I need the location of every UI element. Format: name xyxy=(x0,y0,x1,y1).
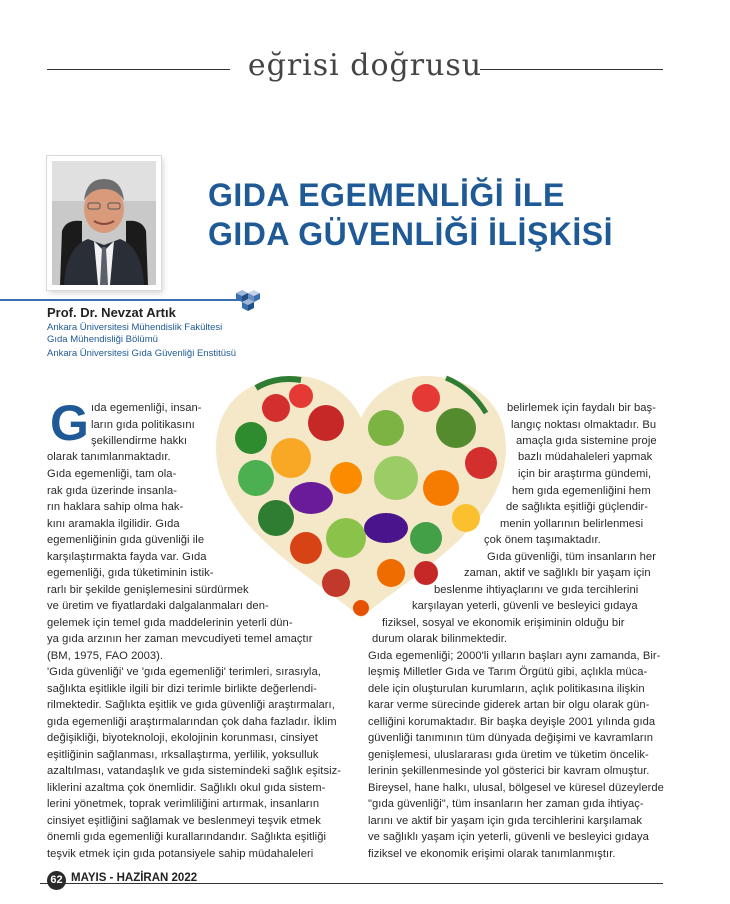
body-line: amaçla gıda sistemine proje xyxy=(516,435,657,447)
body-line: Bireysel, hane halkı, ulusal, bölgesel ve küresel düzeylerde xyxy=(368,782,664,794)
body-line: ve üretim ve fiyatlardaki dalgalanmaları den- xyxy=(47,600,269,612)
body-line: celliğini korumaktadır. Bir başka deyişle 2001 yılında gıda xyxy=(368,716,656,728)
body-line: kını aramakla ilgilidir. Gıda xyxy=(47,518,180,530)
body-line: önemli gıda egemenliği kurallarındandır. Sağlıkta eşitliği xyxy=(47,831,327,843)
author-rule xyxy=(0,299,248,301)
cube-ornament-icon xyxy=(236,290,266,312)
issue-date: MAYIS - HAZİRAN 2022 xyxy=(71,872,198,884)
body-line: karar verme sürecinde giderek artan bir olgu olarak gün- xyxy=(368,699,650,711)
body-line: liklerini azaltma çok önemlidir. Sağlıklı okul gıda sistem- xyxy=(47,782,326,794)
body-line: eşitliğinin sağlanması, ırksallaştırma, yerlilik, yoksulluk xyxy=(47,749,319,761)
body-line: zaman, aktif ve sağlıklı bir yaşam için xyxy=(464,567,651,579)
body-line: menin yollarının belirlenmesi xyxy=(500,518,644,530)
body-line: egemenliğinin gıda güvenliği ile xyxy=(47,534,205,546)
body-line: egemenliği, gıda tüketiminin istik- xyxy=(47,567,214,579)
body-line: ya gıda arzının her zaman mevcudiyeti temel amaçtır xyxy=(47,633,313,645)
body-line: gıda egemenliği araştırmalarından çok daha fazladır. İklim xyxy=(47,716,337,728)
author-portrait-image xyxy=(52,161,156,285)
body-line: sağlıkta eşitlikle ilgili bir dizi terimle birlikte değerlendi- xyxy=(47,683,317,695)
body-line: gelemek için temel gıda maddelerinin yeterli dün- xyxy=(47,617,293,629)
body-line: dele için oluşturulan kurumların, açlık politikasına ilişkin xyxy=(368,683,645,695)
body-line: belirlemek için faydalı bir baş- xyxy=(507,402,656,414)
body-line: larını ve aktif bir yaşam için gıda tercihlerini karşılamak xyxy=(368,815,643,827)
body-line: hem gıda egemenliğini hem xyxy=(512,485,651,497)
body-line: (BM, 1975, FAO 2003). xyxy=(47,650,164,662)
body-line: azaltılması, vatandaşlık ve gıda sistemindeki sağlık eşitsiz- xyxy=(47,765,342,777)
body-line: langıç noktası olmaktadır. Bu xyxy=(511,419,657,431)
article-title xyxy=(208,176,613,254)
author-name: Prof. Dr. Nevzat Artık xyxy=(47,305,176,320)
body-line: beslenme ihtiyaçlarını ve gıda tercihlerini xyxy=(434,584,639,596)
body-line: karşılaştırmakta fayda var. Gıda xyxy=(47,551,207,563)
body-line: Gıda güvenliği, tüm insanların her xyxy=(487,551,656,563)
body-line: rın haklara sahip olma hak- xyxy=(47,501,184,513)
body-line: Gıda egemenliği; 2000'li yılların başları aynı zamanda, Bir- xyxy=(368,650,661,662)
body-line: fiziksel, sosyal ve ekonomik erişiminin olduğu bir xyxy=(382,617,625,629)
body-line: ve sağlıklı yaşam için yeterli, güvenli ve besleyici gıdaya xyxy=(368,831,649,843)
body-line: 'Gıda güvenliği' ve 'gıda egemenliği' terimleri, sırasıyla, xyxy=(47,666,321,678)
body-line: ların gıda politikasını xyxy=(91,419,195,431)
body-line: teşvik etmek için gıda potansiyele sahip müdahaleleri xyxy=(47,848,314,860)
body-line: leşmiş Milletler Gıda ve Tarım Örgütü gibi, açlıkla müca- xyxy=(368,666,648,678)
body-line: şekillendirme hakkı xyxy=(91,435,188,447)
body-line: durum olarak bilinmektedir. xyxy=(372,633,508,645)
body-line: karşılayan yeterli, güvenli ve besleyici gıdaya xyxy=(412,600,638,612)
body-line: rilmektedir. Sağlıkta eşitlik ve gıda güvenliği araştırmaları, xyxy=(47,699,335,711)
author-affiliation-3: Ankara Üniversitesi Gıda Güvenliği Enstitüsü xyxy=(47,348,237,359)
body-line: rarlı bir şekilde genişlemesini sürdürmek xyxy=(47,584,249,596)
body-line: cinsiyet eşitliğini sağlamak ve beslenmeyi teşvik etmek xyxy=(47,815,321,827)
body-line: değişikliği, biyoteknoloji, ekolojinin korunması, cinsiyet xyxy=(47,732,318,744)
author-photo xyxy=(47,156,161,290)
body-line: olarak tanımlanmaktadır. xyxy=(47,451,171,463)
author-affiliation-2: Gıda Mühendisliği Bölümü xyxy=(47,334,158,345)
body-line: lerini yönetmek, toprak verimliliğini artırmak, insanların xyxy=(47,798,320,810)
body-line: lerinin şekillenmesinde yol gösterici bir kavram olmuştur. xyxy=(368,765,650,777)
body-line: rak gıda üzerinde insanla- xyxy=(47,485,178,497)
drop-cap: G xyxy=(50,395,89,451)
body-line: genişlemesi, uluslararası gıda üretim ve tüketim öncelik- xyxy=(368,749,649,761)
body-line: için bir araştırma gündemi, xyxy=(518,468,652,480)
body-line: çok önem taşımaktadır. xyxy=(484,534,601,546)
body-line: "gıda güvenliği", tüm insanların her zaman gıda ihtiyaç- xyxy=(368,798,644,810)
body-line: güvenliği tanımının tüm dünyada değişimi ve kavramların xyxy=(368,732,654,744)
body-line: de sağlıkta eşitliği güçlendir- xyxy=(506,501,649,513)
body-line: fiziksel ve ekonomik erişimi olarak tanımlanmıştır. xyxy=(368,848,616,860)
body-line: Gıda egemenliği, tam ola- xyxy=(47,468,177,480)
body-line: bazlı müdahaleleri yapmak xyxy=(518,451,653,463)
article-title-line-2: GIDA GÜVENLİĞİ İLİŞKİSİ xyxy=(208,216,614,252)
body-line: ıda egemenliği, insan- xyxy=(91,402,202,414)
section-title: eğrisi doğrusu xyxy=(247,48,483,83)
article-title-line-1: GIDA EGEMENLİĞİ İLE xyxy=(208,177,565,213)
author-affiliation-1: Ankara Üniversitesi Mühendislik Fakültesi xyxy=(47,322,223,333)
page-number: 62 xyxy=(47,871,66,890)
